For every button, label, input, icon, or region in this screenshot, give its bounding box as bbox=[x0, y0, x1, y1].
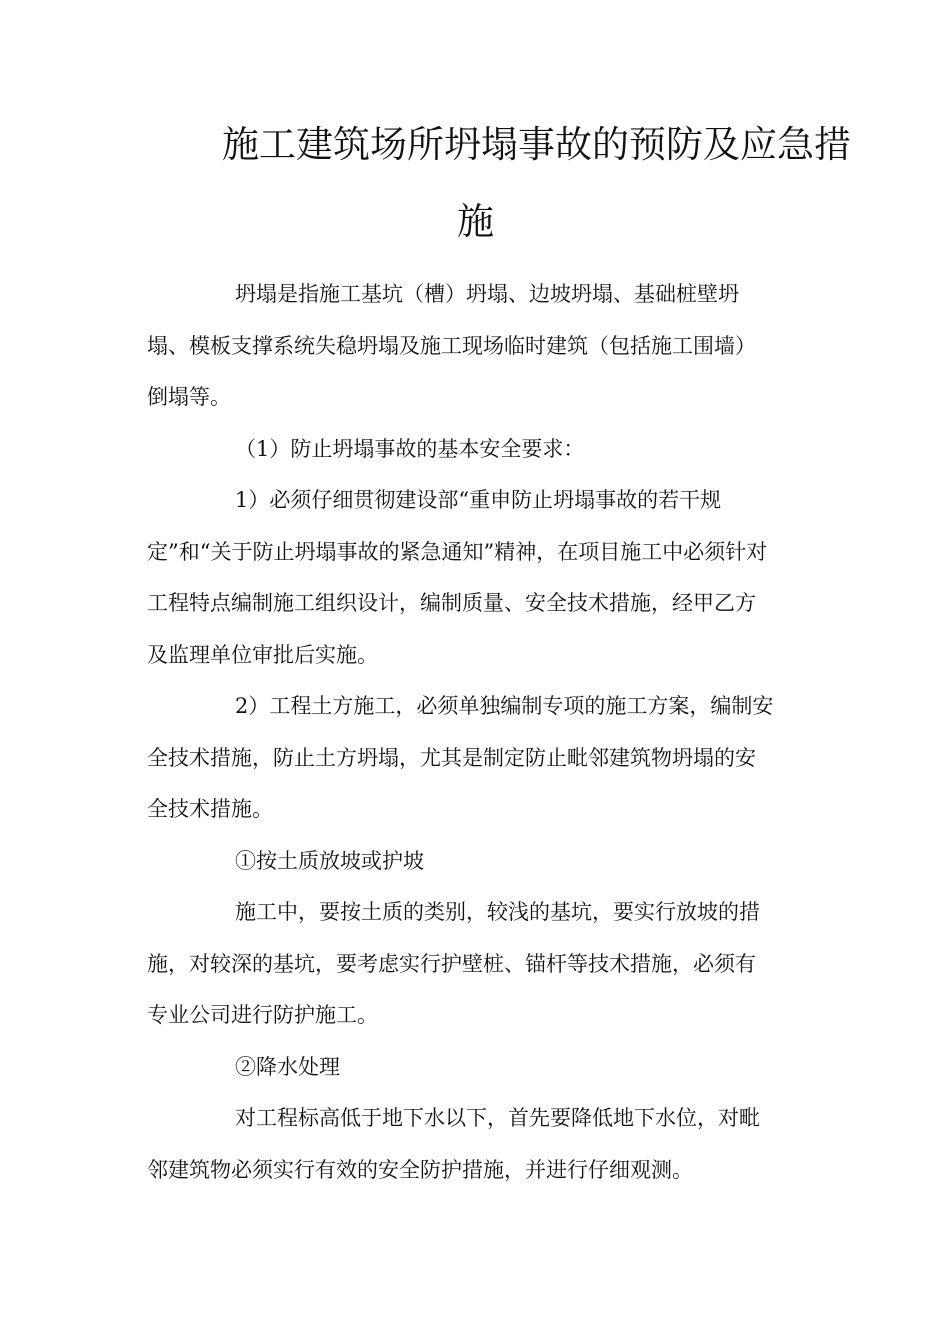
section-heading: （1）防止坍塌事故的基本安全要求： bbox=[235, 437, 585, 461]
paragraph-line: 及监理单位审批后实施。 bbox=[147, 643, 378, 667]
paragraph-line: 对工程标高低于地下水以下，首先要降低地下水位，对毗 bbox=[235, 1106, 760, 1130]
subheading: ①按土质放坡或护坡 bbox=[235, 849, 424, 873]
paragraph-line: 定”和“关于防止坍塌事故的紧急通知”精神，在项目施工中必须针对 bbox=[147, 540, 768, 564]
subheading: ②降水处理 bbox=[235, 1055, 340, 1079]
paragraph-line: 施工中，要按土质的类别，较浅的基坑，要实行放坡的措 bbox=[235, 900, 760, 924]
document-title-line-2: 施 bbox=[457, 200, 494, 243]
paragraph-line: 2）工程土方施工，必须单独编制专项的施工方案，编制安 bbox=[235, 694, 774, 718]
paragraph-line: 全技术措施，防止土方坍塌，尤其是制定防止毗邻建筑物坍塌的安 bbox=[147, 746, 756, 770]
paragraph-line: 施，对较深的基坑，要考虑实行护壁桩、锚杆等技术措施，必须有 bbox=[147, 952, 756, 976]
paragraph-line: 工程特点编制施工组织设计，编制质量、安全技术措施，经甲乙方 bbox=[147, 591, 756, 615]
paragraph-line: 塌、模板支撑系统失稳坍塌及施工现场临时建筑（包括施工围墙） bbox=[147, 334, 756, 358]
paragraph-line: 坍塌是指施工基坑（槽）坍塌、边坡坍塌、基础桩壁坍 bbox=[235, 282, 739, 306]
paragraph-line: 倒塌等。 bbox=[147, 385, 231, 409]
paragraph-line: 1）必须仔细贯彻建设部“重申防止坍塌事故的若干规 bbox=[235, 488, 722, 512]
document-title-line-1: 施工建筑场所坍塌事故的预防及应急措 bbox=[222, 123, 851, 166]
paragraph-line: 邻建筑物必须实行有效的安全防护措施，并进行仔细观测。 bbox=[147, 1158, 693, 1182]
paragraph-line: 全技术措施。 bbox=[147, 797, 273, 821]
paragraph-line: 专业公司进行防护施工。 bbox=[147, 1003, 378, 1027]
